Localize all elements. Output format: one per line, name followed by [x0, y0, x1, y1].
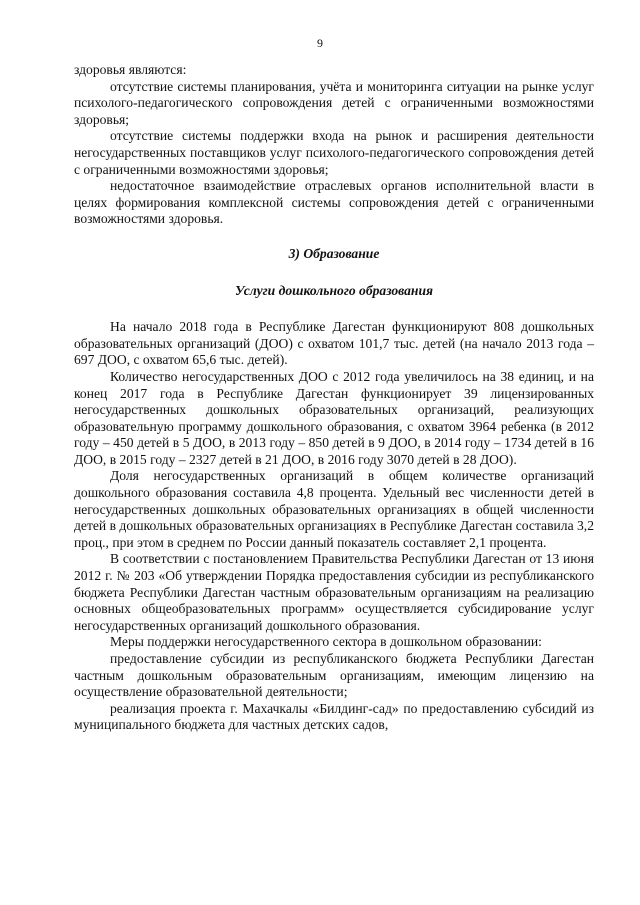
paragraph-body-1: Количество негосударственных ДОО с 2012 года увеличилось на 38 единиц, и на конец 2017 года в Республике Дагестан функционирует 39 лицензированных негосударственных дошкольных образовательных организаций, реализующих образовательную программу дошкольного образования, с охватом 3964 ребенка (в 2012 году – 450 детей в 5 ДОО, в 2013 году – 850 детей в 9 ДОО, в 2014 году – 1734 детей в 16 ДОО, в 2015 году – 2327 детей в 21 ДОО, в 2016 году 3070 детей в 28 ДОО).	[74, 368, 594, 467]
paragraph-body-2: Доля негосударственных организаций в общем количестве организаций дошкольного образования составила 4,8 процента. Удельный вес численности детей в негосударственных дошкольных образовательных организациях в общей численности детей в дошкольных образовательных организациях в Республике Дагестан составила 3,2 проц., при этом в среднем по России данный показатель составляет 2,1 процента.	[74, 468, 594, 550]
paragraph-intro-0: здоровья являются:	[74, 62, 187, 77]
subsection-title: Услуги дошкольного образования	[234, 282, 434, 298]
paragraph-body-0: На начало 2018 года в Республике Дагестан функционируют 808 дошкольных образовательных организаций (ДОО) с охватом 101,7 тыс. детей (на начало 2013 года – 697 ДОО, с охватом 65,6 тыс. детей).	[74, 319, 594, 368]
paragraph-body-6: реализация проекта г. Махачкалы «Билдинг-сад» по предоставлению субсидий из муниципального бюджета для частных детских садов,	[74, 700, 594, 733]
page-number: 9	[317, 36, 323, 50]
paragraph-body-3: В соответствии с постановлением Правительства Республики Дагестан от 13 июня 2012 г. № 203 «Об утверждении Порядка предоставления субсидии из республиканского бюджета Республики Дагестан частным образовательным организациям на реализацию основных общеобразовательных программ» осуществляется субсидирование услуг негосударственных организаций дошкольного образования.	[74, 551, 594, 633]
paragraph-body-5: предоставление субсидии из республиканского бюджета Республики Дагестан частным дошкольным образовательным организациям, имеющим лицензию на осуществление образовательной деятельности;	[74, 651, 594, 700]
paragraph-intro-2: отсутствие системы поддержки входа на рынок и расширения деятельности негосударственных поставщиков услуг психолого-педагогического сопровождения детей с ограниченными возможностями здоровья;	[74, 128, 594, 177]
section-title: 3) Образование	[288, 245, 380, 261]
paragraph-intro-3: недостаточное взаимодействие отраслевых органов исполнительной власти в целях формирования комплексной системы сопровождения детей с ограниченными возможностями здоровья.	[74, 178, 594, 227]
document-body	[74, 62, 594, 734]
paragraph-intro-1: отсутствие системы планирования, учёта и мониторинга ситуации на рынке услуг психолого-педагогического сопровождения детей с ограниченными возможностями здоровья;	[74, 78, 594, 127]
paragraph-body-4: Меры поддержки негосударственного сектора в дошкольном образовании:	[110, 634, 542, 650]
